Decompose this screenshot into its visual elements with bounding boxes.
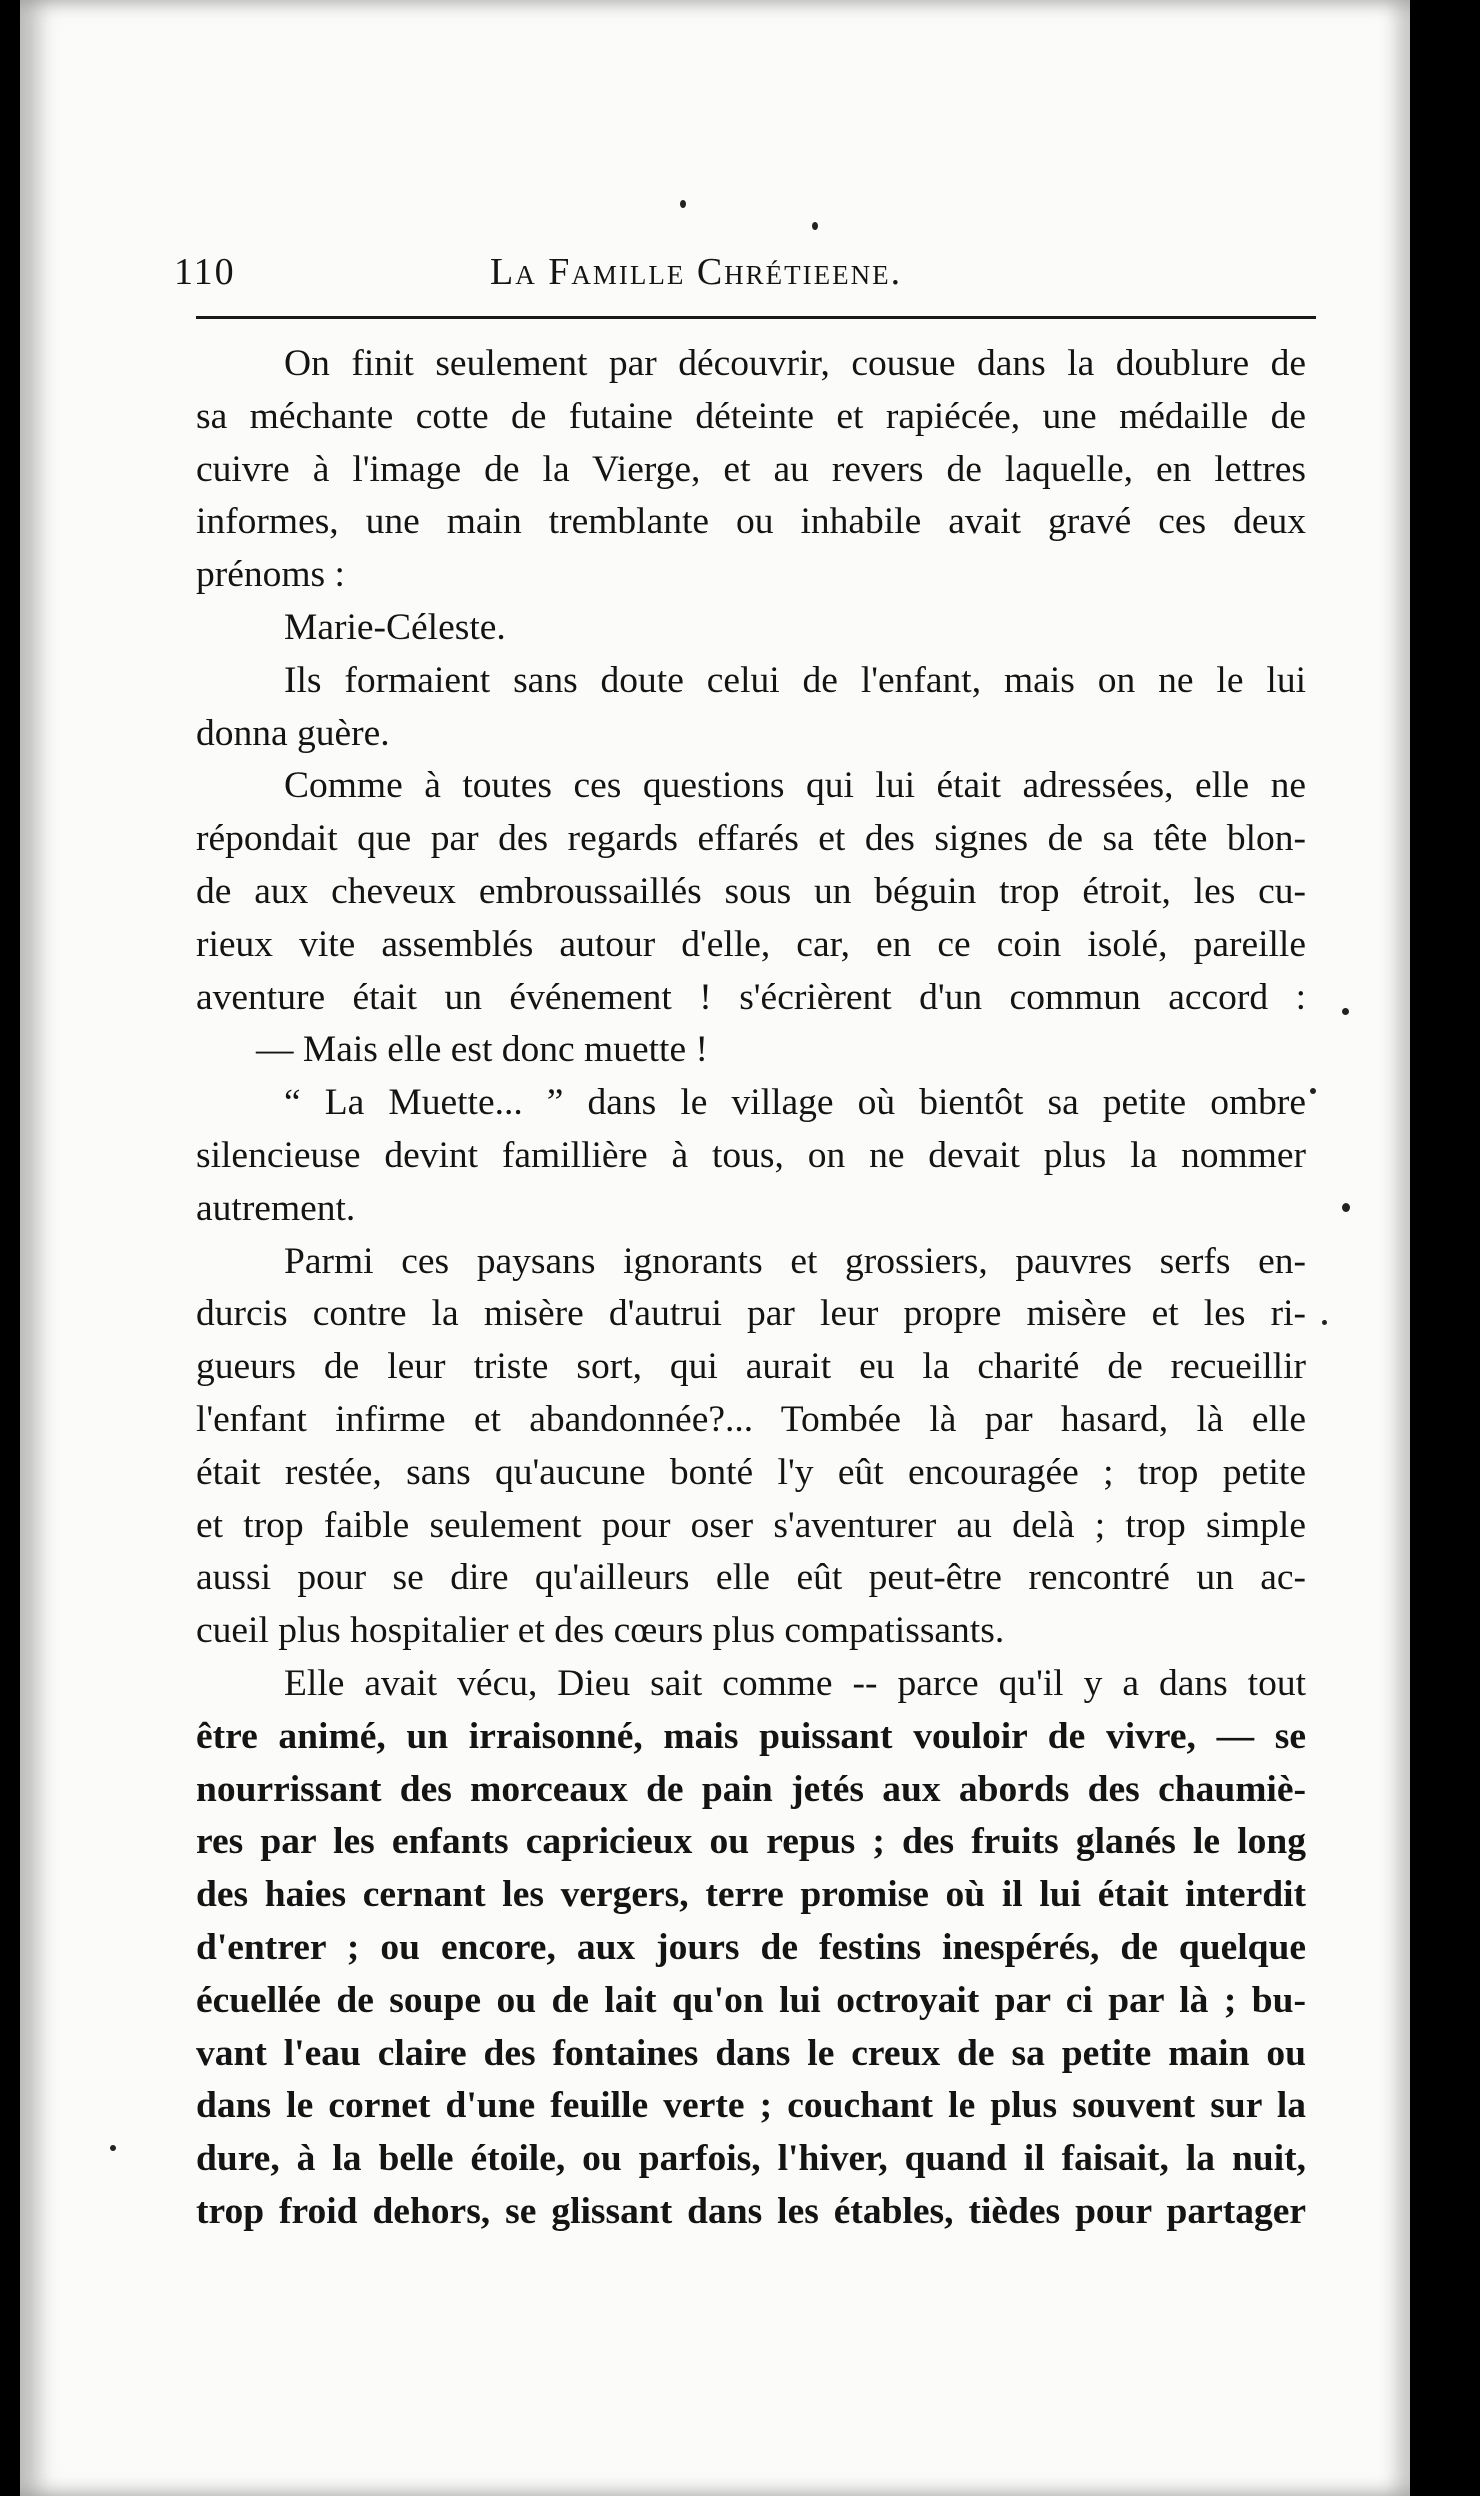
text-line: dure, à la belle étoile, ou parfois, l'hiver, quand il faisait, la nuit, xyxy=(196,2138,1306,2180)
text-line: l'enfant infirme et abandonnée?... Tombée là par hasard, là elle xyxy=(196,1398,1306,1440)
ink-speck xyxy=(680,200,686,208)
text-line: cuivre à l'image de la Vierge, et au revers de laquelle, en lettres xyxy=(196,448,1306,490)
text-line: durcis contre la misère d'autrui par leur propre misère et les ri- xyxy=(196,1293,1306,1335)
text-line: cueil plus hospitalier et des cœurs plus compatissants. xyxy=(196,1610,1005,1652)
text-line: informes, une main tremblante ou inhabile avait gravé ces deux xyxy=(196,501,1306,543)
text-line: d'entrer ; ou encore, aux jours de festins inespérés, de quelque xyxy=(196,1926,1306,1968)
page-number: 110 xyxy=(174,251,236,293)
text-line: — Mais elle est donc muette ! xyxy=(256,1029,708,1071)
text-line: vant l'eau claire des fontaines dans le creux de sa petite main ou xyxy=(196,2032,1306,2074)
text-line: sa méchante cotte de futaine déteinte et rapiécée, une médaille de xyxy=(196,395,1306,437)
text-line: écuellée de soupe ou de lait qu'on lui octroyait par ci par là ; bu- xyxy=(196,1979,1306,2021)
page-header xyxy=(174,250,1324,300)
text-line: prénoms : xyxy=(196,554,345,596)
text-line: gueurs de leur triste sort, qui aurait eu la charité de recueillir xyxy=(196,1346,1306,1388)
text-line: Ils formaient sans doute celui de l'enfant, mais on ne le lui xyxy=(284,659,1306,701)
text-line: silencieuse devint famillière à tous, on ne devait plus la nommer xyxy=(196,1134,1306,1176)
text-line: autrement. xyxy=(196,1187,356,1229)
text-line: Parmi ces paysans ignorants et grossiers, pauvres serfs en- xyxy=(284,1240,1306,1282)
ink-speck xyxy=(1342,1008,1349,1015)
ink-speck xyxy=(110,2145,116,2151)
text-line: nourrissant des morceaux de pain jetés aux abords des chaumiè- xyxy=(196,1768,1306,1810)
text-line: res par les enfants capricieux ou repus ; des fruits glanés le long xyxy=(196,1821,1306,1863)
text-line: et trop faible seulement pour oser s'aventurer au delà ; trop simple xyxy=(196,1504,1306,1546)
ink-speck xyxy=(812,222,818,230)
text-line: dans le cornet d'une feuille verte ; couchant le plus souvent sur la xyxy=(196,2085,1306,2127)
text-line: aventure était un événement ! s'écrièrent d'un commun accord : xyxy=(196,976,1306,1018)
text-line: des haies cernant les vergers, terre promise où il lui était interdit xyxy=(196,1874,1306,1916)
ink-speck xyxy=(1310,1088,1316,1094)
text-line: être animé, un irraisonné, mais puissant vouloir de vivre, — se xyxy=(196,1715,1306,1757)
header-rule xyxy=(196,316,1316,319)
text-line: “ La Muette... ” dans le village où bientôt sa petite ombre xyxy=(284,1082,1306,1124)
text-line: Elle avait vécu, Dieu sait comme -- parce qu'il y a dans tout xyxy=(284,1662,1306,1704)
text-line: Marie-Céleste. xyxy=(284,606,506,648)
text-line: était restée, sans qu'aucune bonté l'y eût encouragée ; trop petite xyxy=(196,1451,1306,1493)
text-line: aussi pour se dire qu'ailleurs elle eût peut-être rencontré un ac- xyxy=(196,1557,1306,1599)
text-line: trop froid dehors, se glissant dans les étables, tièdes pour partager xyxy=(196,2190,1306,2232)
text-line: donna guère. xyxy=(196,712,390,754)
text-line: répondait que par des regards effarés et des signes de sa tête blon- xyxy=(196,818,1306,860)
text-line: On finit seulement par découvrir, cousue dans la doublure de xyxy=(284,343,1306,384)
text-line: rieux vite assemblés autour d'elle, car, en ce coin isolé, pareille xyxy=(196,923,1306,965)
running-title: La Famille Chrétieene. xyxy=(490,251,903,293)
ink-speck xyxy=(1322,1320,1327,1325)
body-text xyxy=(196,338,1306,2239)
text-line: Comme à toutes ces questions qui lui était adressées, elle ne xyxy=(284,765,1306,807)
text-line: de aux cheveux embroussaillés sous un béguin trop étroit, les cu- xyxy=(196,870,1306,912)
ink-speck xyxy=(1342,1203,1350,1212)
